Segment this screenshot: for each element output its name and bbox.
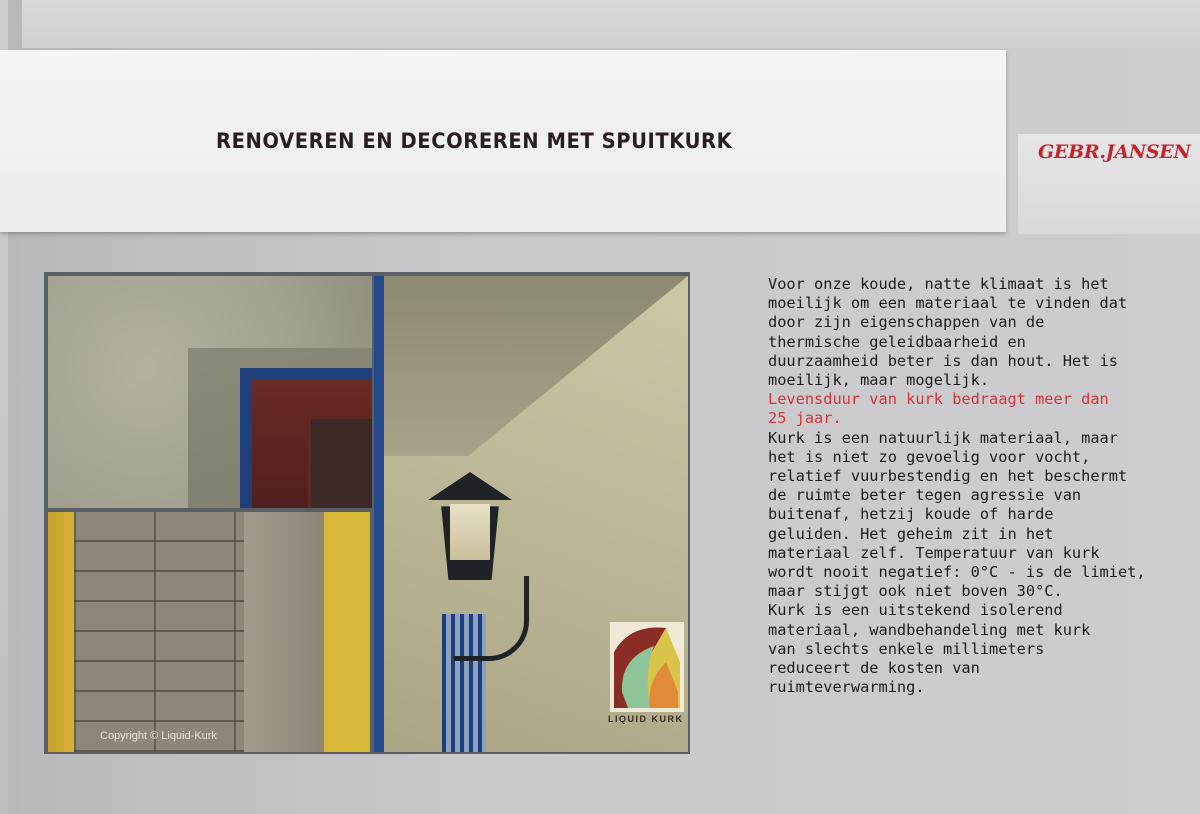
photo-wall-lantern bbox=[374, 276, 688, 752]
article-text bbox=[768, 275, 1148, 697]
liquid-kurk-label: LIQUID KURK bbox=[608, 714, 684, 724]
photo-brick-corner bbox=[48, 512, 370, 752]
body-paragraph: Kurk is een natuurlijk materiaal, maar het is niet zo gevoelig voor vocht, relatief vuurbestendig en het beschermt de ruimte beter tegen agressie van buitenaf, hetzij koude of harde geluiden. Het geheim zit in het materiaal zelf. Temperatuur van kurk wordt nooit negatief: 0°C - is de limiet, maar stijgt ook niet boven 30°C. Kurk is een uitstekend isolerend materiaal, wandbehandeling met kurk van slechts enkele millimeters reduceert de kosten van ruimteverwarming. bbox=[768, 428, 1146, 697]
liquid-kurk-logo-icon bbox=[610, 622, 684, 712]
brand-logo: GEBR.JANSEN bbox=[1038, 141, 1191, 163]
intro-paragraph: Voor onze koude, natte klimaat is het moeilijk om een materiaal te vinden dat door zijn eigenschappen van de thermische geleidbaarheid en duurzaamheid beter is dan hout. Het is moeilijk, maar mogelijk. bbox=[768, 275, 1128, 390]
highlight-text: Levensduur van kurk bedraagt meer dan 25 jaar. bbox=[768, 390, 1109, 428]
page-title: RENOVEREN EN DECOREREN MET SPUITKURK bbox=[216, 129, 733, 153]
top-band bbox=[22, 0, 1200, 48]
photo-copyright: Copyright © Liquid-Kurk bbox=[100, 730, 217, 742]
photo-window-frame bbox=[48, 276, 372, 508]
